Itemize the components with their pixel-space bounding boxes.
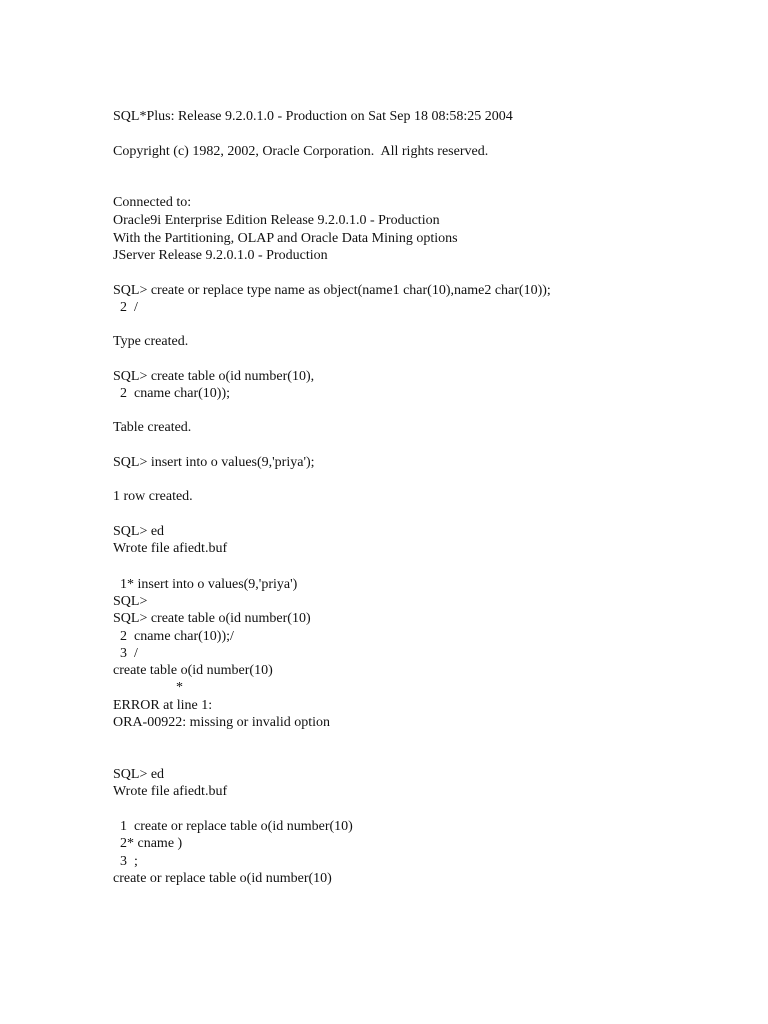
text-line: 3 ;: [113, 854, 138, 869]
text-line: create or replace table o(id number(10): [113, 871, 332, 886]
text-line: SQL> create table o(id number(10),: [113, 369, 315, 384]
text-line: ERROR at line 1:: [113, 698, 213, 713]
text-line: SQL*Plus: Release 9.2.0.1.0 - Production on Sat Sep 18 08:58:25 2004: [113, 109, 513, 124]
text-line: SQL>: [113, 594, 148, 609]
text-line: create table o(id number(10): [113, 663, 273, 678]
text-line: Copyright (c) 1982, 2002, Oracle Corporation. All rights reserved.: [113, 144, 489, 159]
text-line: 2 cname char(10));/: [113, 629, 234, 644]
text-line: JServer Release 9.2.0.1.0 - Production: [113, 248, 328, 263]
text-line: ORA-00922: missing or invalid option: [113, 715, 330, 730]
text-line: SQL> create table o(id number(10): [113, 611, 311, 626]
text-line: Type created.: [113, 334, 189, 349]
text-line: 1* insert into o values(9,'priya'): [113, 577, 298, 592]
text-line: 2 cname char(10));: [113, 386, 230, 401]
text-line: SQL> insert into o values(9,'priya');: [113, 455, 315, 470]
text-line: SQL> create or replace type name as object(name1 char(10),name2 char(10));: [113, 283, 551, 298]
text-line: Oracle9i Enterprise Edition Release 9.2.0.1.0 - Production: [113, 213, 440, 228]
text-line: With the Partitioning, OLAP and Oracle Data Mining options: [113, 231, 458, 246]
text-line: Table created.: [113, 420, 192, 435]
text-line: 2 /: [113, 300, 138, 315]
text-line: Wrote file afiedt.buf: [113, 541, 228, 556]
text-line: 1 create or replace table o(id number(10): [113, 819, 353, 834]
text-line: Wrote file afiedt.buf: [113, 784, 228, 799]
text-line: 2* cname ): [113, 836, 183, 851]
text-line: SQL> ed: [113, 767, 165, 782]
text-line: 3 /: [113, 646, 138, 661]
error-pointer: *: [113, 680, 183, 695]
text-line: SQL> ed: [113, 524, 165, 539]
text-line: Connected to:: [113, 195, 192, 210]
text-line: 1 row created.: [113, 489, 193, 504]
